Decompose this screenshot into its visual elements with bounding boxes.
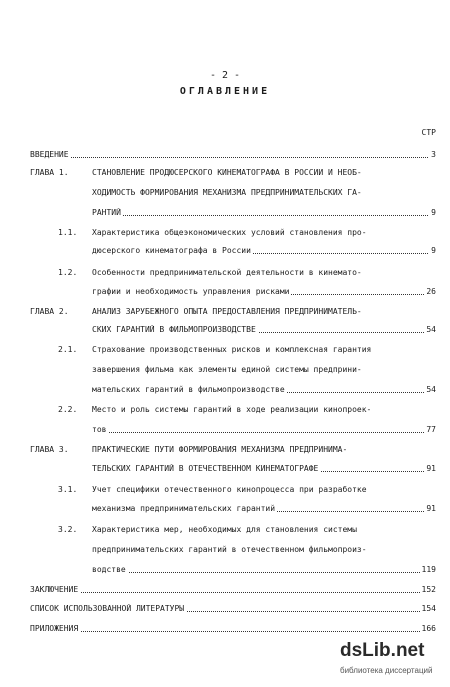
watermark-logo bbox=[340, 640, 440, 680]
toc-entry-page: 119 bbox=[421, 565, 436, 574]
toc-entry-page: 3 bbox=[431, 150, 436, 159]
toc-entry-title: СПИСОК ИСПОЛЬЗОВАННОЙ ЛИТЕРАТУРЫ bbox=[30, 604, 185, 613]
toc-entry-page: 166 bbox=[421, 624, 436, 633]
toc-entry-title: дюсерского кинематографа в России bbox=[92, 246, 251, 255]
toc-entry-page: 154 bbox=[421, 604, 436, 613]
page-number: - 2 - bbox=[209, 70, 241, 81]
toc-entry-page: 26 bbox=[426, 287, 436, 296]
toc-entry-appendices[interactable] bbox=[30, 624, 436, 634]
toc-section-label: 3.2. bbox=[58, 525, 78, 534]
toc-entry-title: РАНТИЙ bbox=[92, 208, 121, 217]
toc-entry-page: 91 bbox=[426, 504, 436, 513]
toc-entry-section-1-1[interactable] bbox=[92, 246, 436, 256]
toc-entry-title: ВВЕДЕНИЕ bbox=[30, 150, 69, 159]
toc-entry-bibliography[interactable] bbox=[30, 604, 436, 614]
toc-entry-title: графии и необходимость управления рисками bbox=[92, 287, 290, 296]
toc-entry-title: ТЕЛЬСКИХ ГАРАНТИЙ В ОТЕЧЕСТВЕННОМ КИНЕМАТОГРАФЕ bbox=[92, 464, 319, 473]
toc-entry-title: мательских гарантий в фильмопроизводстве bbox=[92, 385, 285, 394]
toc-entry-line[interactable]: предпринимательских гарантий в отечественном фильмопроиз- bbox=[92, 545, 367, 554]
toc-entry-page: 152 bbox=[421, 585, 436, 594]
toc-entry-title: СКИХ ГАРАНТИЙ В ФИЛЬМОПРОИЗВОДСТВЕ bbox=[92, 325, 256, 334]
toc-entry-chapter-1[interactable] bbox=[92, 208, 436, 218]
toc-entry-page: 91 bbox=[426, 464, 436, 473]
toc-entry-title: ЗАКЛЮЧЕНИЕ bbox=[30, 585, 79, 594]
toc-entry-chapter-3[interactable] bbox=[92, 464, 436, 474]
toc-entry-chapter-2[interactable] bbox=[92, 325, 436, 335]
toc-entry-section-3-2[interactable] bbox=[92, 565, 436, 575]
toc-entry-title: водстве bbox=[92, 565, 126, 574]
toc-entry-section-2-2[interactable] bbox=[92, 425, 436, 435]
toc-entry-section-2-1[interactable] bbox=[92, 385, 436, 395]
toc-entry-line[interactable]: АНАЛИЗ ЗАРУБЕЖНОГО ОПЫТА ПРЕДОСТАВЛЕНИЯ ПРЕДПРИНИМАТЕЛЬ- bbox=[92, 307, 362, 316]
toc-section-label: 2.2. bbox=[58, 405, 78, 414]
toc-entry-line[interactable]: Страхование производственных рисков и комплексная гарантия bbox=[92, 345, 372, 354]
toc-entry-line[interactable]: СТАНОВЛЕНИЕ ПРОДЮСЕРСКОГО КИНЕМАТОГРАФА В РОССИИ И НЕОБ- bbox=[92, 168, 362, 177]
watermark-brand: dsLib.net bbox=[340, 640, 425, 661]
toc-entry-line[interactable]: ХОДИМОСТЬ ФОРМИРОВАНИЯ МЕХАНИЗМА ПРЕДПРИНИМАТЕЛЬСКИХ ГА- bbox=[92, 188, 362, 197]
toc-entry-section-1-2[interactable] bbox=[92, 287, 436, 297]
toc-entry-line[interactable]: Характеристика мер, необходимых для становления системы bbox=[92, 525, 357, 534]
toc-section-label: 3.1. bbox=[58, 485, 78, 494]
toc-entry-title: ПРИЛОЖЕНИЯ bbox=[30, 624, 79, 633]
page-column-header: СТР bbox=[421, 128, 436, 137]
toc-chapter-label: ГЛАВА 2. bbox=[30, 307, 69, 316]
toc-entry-page: 77 bbox=[426, 425, 436, 434]
toc-entry-page: 9 bbox=[431, 208, 436, 217]
toc-entry-title: тов bbox=[92, 425, 107, 434]
toc-entry-introduction[interactable] bbox=[30, 150, 436, 160]
page-title: ОГЛАВЛЕНИЕ bbox=[179, 86, 271, 97]
toc-entry-line[interactable]: завершения фильма как элементы единой системы предприни- bbox=[92, 365, 362, 374]
toc-section-label: 1.1. bbox=[58, 228, 78, 237]
toc-entry-section-3-1[interactable] bbox=[92, 504, 436, 514]
toc-section-label: 2.1. bbox=[58, 345, 78, 354]
toc-entry-line[interactable]: ПРАКТИЧЕСКИЕ ПУТИ ФОРМИРОВАНИЯ МЕХАНИЗМА ПРЕДПРИНИМА- bbox=[92, 445, 348, 454]
watermark-tagline: библиотека диссертаций bbox=[340, 666, 433, 675]
toc-entry-page: 54 bbox=[426, 325, 436, 334]
toc-section-label: 1.2. bbox=[58, 268, 78, 277]
toc-entry-page: 9 bbox=[431, 246, 436, 255]
toc-chapter-label: ГЛАВА 1. bbox=[30, 168, 69, 177]
toc-entry-conclusion[interactable] bbox=[30, 585, 436, 595]
toc-entry-line[interactable]: Характеристика общеэкономических условий становления про- bbox=[92, 228, 367, 237]
toc-entry-line[interactable]: Учет специфики отечественного кинопроцесса при разработке bbox=[92, 485, 367, 494]
toc-entry-page: 54 bbox=[426, 385, 436, 394]
toc-chapter-label: ГЛАВА 3. bbox=[30, 445, 69, 454]
toc-entry-line[interactable]: Особенности предпринимательской деятельности в кинемато- bbox=[92, 268, 362, 277]
toc-entry-line[interactable]: Место и роль системы гарантий в ходе реализации кинопроек- bbox=[92, 405, 372, 414]
toc-entry-title: механизма предпринимательских гарантий bbox=[92, 504, 276, 513]
